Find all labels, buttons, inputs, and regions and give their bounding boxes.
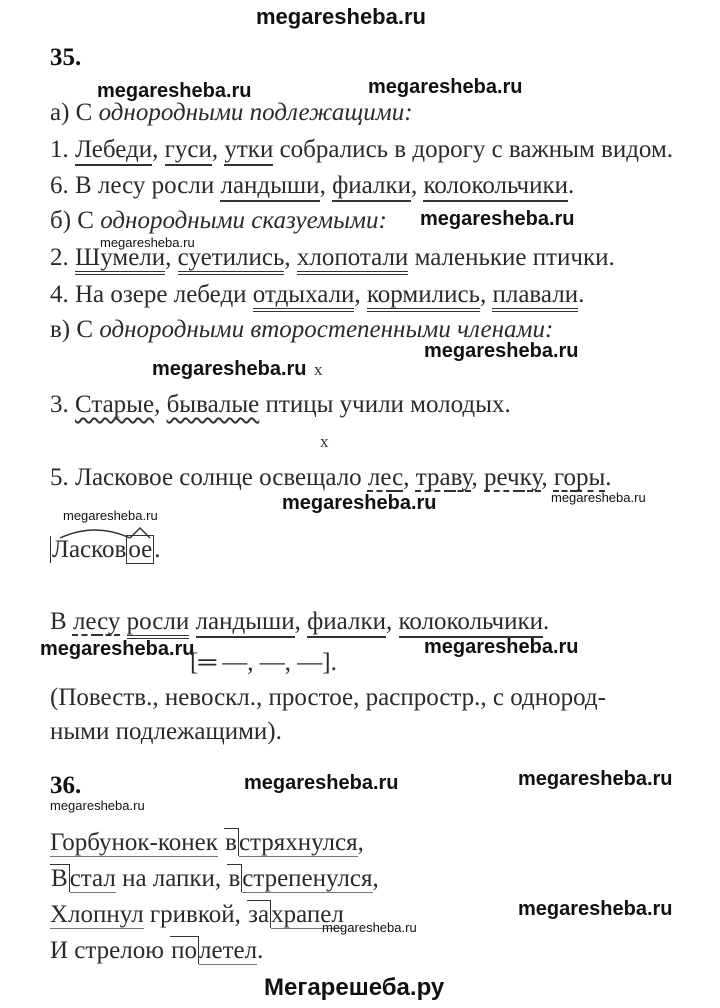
comma: , (211, 136, 225, 163)
sentence-rest: собрались в дорогу с важным видом. (273, 136, 674, 163)
poem-line-3 (50, 900, 344, 930)
watermark: megaresheba.ru (518, 898, 673, 920)
word-part: реч (484, 464, 520, 491)
watermark: megaresheba.ru (97, 80, 252, 102)
sentence-3 (50, 390, 511, 420)
poem-line-2 (50, 864, 379, 894)
comma: , (294, 608, 308, 635)
section-v-prefix: в) С (50, 316, 100, 343)
object-word (554, 464, 605, 491)
footer-brand: Мегарешеба.ру (264, 974, 445, 1001)
period: . (257, 937, 264, 964)
sentence-start: 5. Ласковое солнце освещало (50, 464, 368, 491)
predicate-word: Шумели (75, 244, 165, 275)
parsed-sentence (50, 607, 549, 637)
word-part: су (97, 608, 121, 635)
space (120, 608, 126, 635)
sentence-number: 2. (50, 244, 75, 271)
sentence-rest: маленькие птички. (408, 244, 615, 271)
section-v-italic: однородными второстепенными членами: (99, 316, 554, 343)
adverbial-word (73, 608, 120, 635)
sentence-rest: птицы учили молодых. (259, 391, 511, 418)
watermark-small: megaresheba.ru (100, 235, 195, 250)
subject-word: фиалки (307, 608, 386, 638)
poem-line-4 (50, 936, 263, 966)
word-part: ку (519, 464, 542, 491)
prefix-mark: в (228, 865, 241, 892)
comma: , (284, 244, 297, 271)
subject-word: гуси (165, 136, 212, 166)
word-part: тра (415, 464, 451, 491)
poem-word: Хлопнул (50, 901, 144, 928)
comma: , (165, 244, 178, 271)
x-mark: x (314, 360, 323, 379)
description-line-2: ными подлежащими). (50, 718, 282, 745)
predicate-word: хлопотали (297, 244, 408, 275)
period: . (605, 464, 612, 491)
watermark: megaresheba.ru (424, 636, 579, 658)
period: . (578, 281, 585, 308)
comma: , (152, 136, 165, 163)
predicate-word: плавали (492, 281, 578, 312)
section-b-prefix: б) С (50, 207, 101, 234)
poem-text: гривкой, (143, 901, 248, 928)
period: . (568, 172, 575, 199)
object-word (416, 464, 472, 491)
root: Ласко (52, 536, 115, 563)
watermark: megaresheba.ru (424, 340, 579, 362)
sentence-6 (50, 171, 574, 201)
word-part: ле (367, 464, 393, 491)
section-b-heading (50, 206, 387, 236)
comma: , (479, 281, 493, 308)
subject-word: утки (224, 136, 273, 166)
section-a-heading (50, 98, 413, 128)
prefix-mark: по (171, 937, 198, 964)
comma: , (354, 281, 367, 308)
section-a-italic: однородными подлежащими: (98, 99, 413, 126)
comma: , (386, 608, 399, 635)
watermark: megaresheba.ru (282, 492, 437, 514)
prefix-mark: в (225, 829, 237, 856)
subject-word: колокольчики (423, 172, 568, 202)
watermark-small: megaresheba.ru (50, 798, 145, 813)
section-b-italic: однородными сказуемыми: (100, 207, 387, 234)
comma: , (357, 829, 364, 856)
ending-box: ое (128, 536, 153, 563)
sentence-5 (50, 463, 612, 493)
morpheme-analysis (50, 535, 161, 565)
subject-word: колокольчики (399, 608, 544, 638)
x-mark: x (320, 432, 329, 451)
description-line-1: (Повеств., невоскл., простое, распростр., с однород- (50, 684, 606, 711)
poem-word: стал (69, 865, 116, 892)
predicate-word: росли (127, 608, 190, 639)
suffix: в (114, 536, 127, 563)
watermark: megaresheba.ru (152, 358, 307, 380)
poem-word: стрепенулся (242, 865, 373, 892)
comma: , (471, 464, 485, 491)
word-part: ры (576, 464, 606, 491)
poem-word: стряхнулся (238, 829, 358, 856)
subject-word: фиалки (332, 172, 411, 202)
sentence-2 (50, 243, 615, 273)
poem-text: на лапки, (115, 865, 228, 892)
sentence-start: 6. В лесу росли (50, 172, 221, 199)
watermark-small: megaresheba.ru (63, 508, 158, 523)
sentence-number: 3. (50, 391, 75, 418)
section-a-prefix: а) С (50, 99, 99, 126)
comma: , (541, 464, 554, 491)
task-35-number: 35. (50, 44, 82, 71)
word: В (50, 608, 73, 635)
sentence-start: 4. На озере лебеди (50, 281, 253, 308)
watermark: megaresheba.ru (368, 76, 523, 98)
poem-word: Горбунок-конек (50, 829, 218, 856)
watermark-small: megaresheba.ru (322, 920, 417, 935)
word-part: ву (450, 464, 472, 491)
predicate-word: кормились (367, 281, 480, 312)
space (189, 608, 195, 635)
sentence-4 (50, 280, 584, 310)
watermark: megaresheba.ru (420, 208, 575, 230)
subject-word: ландыши (196, 608, 295, 638)
watermark: megaresheba.ru (518, 768, 673, 790)
comma: , (403, 464, 416, 491)
object-word (484, 464, 541, 491)
task-36-number: 36. (50, 772, 82, 799)
predicate-word: суетились (178, 244, 285, 275)
period: . (543, 608, 550, 635)
poem-line-1 (50, 828, 364, 858)
watermark-small: megaresheba.ru (551, 490, 646, 505)
word-part: с (392, 464, 404, 491)
watermark: megaresheba.ru (40, 638, 195, 660)
object-word (368, 464, 403, 491)
comma: , (410, 172, 424, 199)
word-part: ле (72, 608, 98, 635)
attribute-word: бывалые (166, 391, 260, 418)
header-watermark: megaresheba.ru (256, 4, 426, 29)
prefix-mark: за (248, 901, 270, 928)
poem-text: И стрелою (50, 937, 171, 964)
comma: , (372, 865, 379, 892)
attribute-word: Старые (75, 391, 155, 418)
period: . (154, 536, 161, 563)
sentence-number: 1. (50, 136, 75, 163)
sentence-1 (50, 135, 673, 165)
sentence-scheme: [═ —, —, —]. (190, 649, 337, 676)
watermark: megaresheba.ru (244, 772, 399, 794)
predicate-word: отдыхали (253, 281, 355, 312)
poem-word: летел (199, 937, 258, 964)
poem-word: храпел (271, 901, 344, 928)
prefix-mark: В (51, 865, 68, 892)
subject-word: ландыши (220, 172, 319, 202)
comma: , (154, 391, 167, 418)
subject-word: Лебеди (75, 136, 152, 166)
comma: , (319, 172, 333, 199)
word-part: го (553, 464, 576, 491)
